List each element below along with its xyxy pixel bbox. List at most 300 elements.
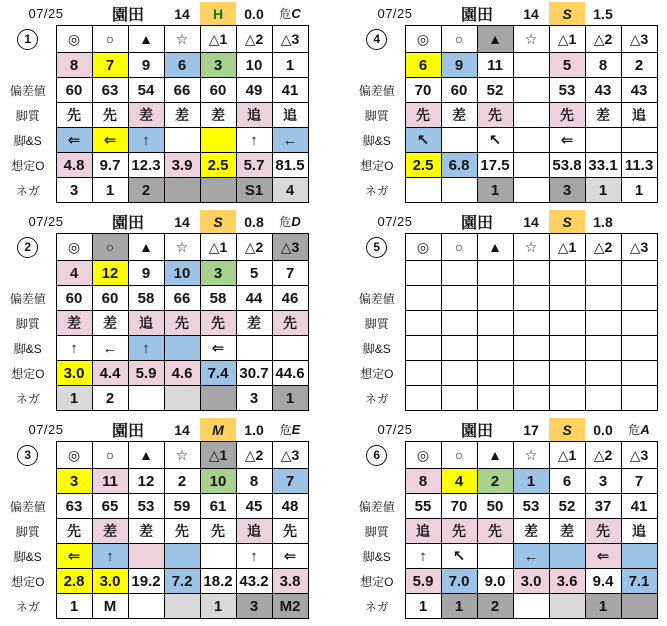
nega-cell bbox=[164, 594, 200, 619]
leg-s-arrow-cell: ← bbox=[513, 544, 549, 569]
expected-odds-cell: 30.7 bbox=[236, 361, 272, 386]
row-label-spacer bbox=[0, 53, 56, 78]
deviation-cell bbox=[477, 286, 513, 311]
deviation-cell: 43 bbox=[585, 78, 621, 103]
deviation-cell bbox=[621, 286, 657, 311]
running-style-cell bbox=[585, 311, 621, 336]
nega-cell bbox=[549, 594, 585, 619]
nega-cell: 2 bbox=[477, 594, 513, 619]
expected-odds-cell: 9.7 bbox=[92, 153, 128, 178]
mark-cell: ◎ bbox=[56, 26, 92, 53]
nega-cell: 4 bbox=[272, 178, 308, 203]
row-label-running-style: 脚質 bbox=[364, 108, 389, 123]
leg-s-arrow-cell: ← bbox=[92, 336, 128, 361]
deviation-cell: 41 bbox=[621, 494, 657, 519]
nega-cell bbox=[513, 594, 549, 619]
horse-number-cell: 5 bbox=[549, 53, 585, 78]
horse-number-cell: 9 bbox=[128, 53, 164, 78]
table-row bbox=[349, 311, 657, 336]
table-row bbox=[0, 494, 308, 519]
running-style-cell: 先 bbox=[92, 103, 128, 128]
danger-kanji: 危 bbox=[279, 7, 292, 21]
race-grid bbox=[349, 418, 658, 619]
nega-cell bbox=[164, 386, 200, 411]
table-number-badge: 3 bbox=[17, 445, 38, 466]
race-card-2 bbox=[0, 210, 318, 411]
row-label-deviation: 偏差値 bbox=[9, 83, 46, 98]
mark-cell: ◎ bbox=[56, 234, 92, 261]
table-row bbox=[0, 386, 308, 411]
mark-cell: ◎ bbox=[56, 442, 92, 469]
table-row bbox=[349, 178, 657, 203]
mark-cell: ☆ bbox=[513, 234, 549, 261]
table-row bbox=[349, 442, 657, 469]
running-style-cell: 差 bbox=[128, 519, 164, 544]
running-style-cell bbox=[477, 311, 513, 336]
running-style-cell: 差 bbox=[585, 103, 621, 128]
table-number-badge: 4 bbox=[366, 29, 387, 50]
danger-letter: D bbox=[291, 214, 301, 229]
table-row bbox=[0, 261, 308, 286]
table-row bbox=[349, 78, 657, 103]
race-header-row bbox=[349, 418, 657, 442]
deviation-cell: 45 bbox=[236, 494, 272, 519]
expected-odds-cell bbox=[549, 361, 585, 386]
running-style-cell: 先 bbox=[441, 519, 477, 544]
horse-number-cell: 10 bbox=[236, 53, 272, 78]
expected-odds-cell: 9.0 bbox=[477, 569, 513, 594]
running-style-cell: 差 bbox=[164, 103, 200, 128]
pace-figure: 0.8 bbox=[244, 213, 264, 230]
race-date: 07/25 bbox=[28, 214, 64, 229]
table-row bbox=[349, 234, 657, 261]
row-label-nega: ネガ bbox=[15, 599, 40, 614]
horse-number-cell: 2 bbox=[164, 469, 200, 494]
deviation-cell: 66 bbox=[164, 78, 200, 103]
leg-s-arrow-cell bbox=[585, 128, 621, 153]
mark-cell: ◎ bbox=[405, 234, 441, 261]
pace-indicator: M bbox=[200, 418, 236, 442]
leg-s-arrow-cell bbox=[585, 336, 621, 361]
deviation-cell: 43 bbox=[621, 78, 657, 103]
deviation-cell: 70 bbox=[405, 78, 441, 103]
row-label-running-style: 脚質 bbox=[364, 524, 389, 539]
mark-cell: △2 bbox=[585, 442, 621, 469]
leg-s-arrow-cell bbox=[405, 336, 441, 361]
expected-odds-cell bbox=[405, 361, 441, 386]
nega-cell bbox=[513, 178, 549, 203]
table-row bbox=[0, 469, 308, 494]
deviation-cell: 70 bbox=[441, 494, 477, 519]
row-label-running-style: 脚質 bbox=[15, 524, 40, 539]
expected-odds-cell bbox=[585, 361, 621, 386]
horse-number-cell: 8 bbox=[585, 53, 621, 78]
leg-s-arrow-cell: ⇐ bbox=[56, 128, 92, 153]
race-header-row bbox=[0, 2, 308, 26]
nega-cell: 3 bbox=[549, 178, 585, 203]
leg-s-arrow-cell: ↑ bbox=[236, 128, 272, 153]
mark-cell: △2 bbox=[585, 26, 621, 53]
table-row bbox=[0, 544, 308, 569]
expected-odds-cell: 7.4 bbox=[200, 361, 236, 386]
leg-s-arrow-cell: ⇐ bbox=[92, 128, 128, 153]
horse-number-cell: 3 bbox=[200, 261, 236, 286]
expected-odds-cell: 5.9 bbox=[128, 361, 164, 386]
expected-odds-cell: 53.8 bbox=[549, 153, 585, 178]
deviation-cell: 41 bbox=[272, 78, 308, 103]
leg-s-arrow-cell: ↖ bbox=[477, 128, 513, 153]
nega-cell: 1 bbox=[621, 178, 657, 203]
nega-cell: 1 bbox=[585, 594, 621, 619]
deviation-cell: 52 bbox=[549, 494, 585, 519]
horse-number-cell: 3 bbox=[585, 469, 621, 494]
horse-number-cell bbox=[585, 261, 621, 286]
row-label-nega: ネガ bbox=[364, 391, 389, 406]
running-style-cell: 差 bbox=[128, 103, 164, 128]
table-row bbox=[349, 544, 657, 569]
table-number bbox=[349, 442, 405, 469]
nega-cell bbox=[200, 178, 236, 203]
expected-odds-cell: 3.9 bbox=[164, 153, 200, 178]
race-grid bbox=[349, 210, 658, 411]
horse-number-cell: 10 bbox=[200, 469, 236, 494]
leg-s-arrow-cell: ↑ bbox=[128, 336, 164, 361]
expected-odds-cell: 19.2 bbox=[128, 569, 164, 594]
table-number-badge: 6 bbox=[366, 445, 387, 466]
horse-number-cell: 2 bbox=[477, 469, 513, 494]
leg-s-arrow-cell: ⇐ bbox=[585, 544, 621, 569]
table-row bbox=[349, 519, 657, 544]
running-style-cell: 先 bbox=[200, 519, 236, 544]
mark-cell: △2 bbox=[236, 442, 272, 469]
race-grid bbox=[349, 2, 658, 203]
race-grid bbox=[0, 418, 309, 619]
expected-odds-cell: 18.2 bbox=[200, 569, 236, 594]
leg-s-arrow-cell: ⇐ bbox=[549, 128, 585, 153]
leg-s-arrow-cell: ↑ bbox=[128, 128, 164, 153]
leg-s-arrow-cell bbox=[621, 128, 657, 153]
running-style-cell bbox=[513, 103, 549, 128]
venue-label: 園田 bbox=[111, 215, 144, 232]
mark-cell: △1 bbox=[200, 26, 236, 53]
table-row bbox=[349, 53, 657, 78]
deviation-cell: 63 bbox=[56, 494, 92, 519]
leg-s-arrow-cell: ↑ bbox=[56, 336, 92, 361]
leg-s-arrow-cell bbox=[164, 336, 200, 361]
running-style-cell: 差 bbox=[549, 519, 585, 544]
horse-number-cell: 3 bbox=[200, 53, 236, 78]
leg-s-arrow-cell bbox=[441, 128, 477, 153]
row-label-expected-odds: 想定O bbox=[360, 158, 394, 173]
running-style-cell: 差 bbox=[56, 311, 92, 336]
table-row bbox=[0, 286, 308, 311]
running-style-cell: 差 bbox=[236, 311, 272, 336]
table-number bbox=[0, 234, 56, 261]
expected-odds-cell: 3.0 bbox=[56, 361, 92, 386]
expected-odds-cell: 33.1 bbox=[585, 153, 621, 178]
danger-grade bbox=[621, 2, 657, 26]
leg-s-arrow-cell bbox=[236, 336, 272, 361]
mark-cell: ▲ bbox=[128, 234, 164, 261]
horse-number-cell: 4 bbox=[56, 261, 92, 286]
mark-cell: ▲ bbox=[477, 26, 513, 53]
race-card-4 bbox=[349, 2, 667, 203]
row-label-running-style: 脚質 bbox=[15, 316, 40, 331]
row-label-spacer bbox=[349, 469, 405, 494]
running-style-cell: 追 bbox=[621, 519, 657, 544]
table-row bbox=[349, 594, 657, 619]
horse-number-cell: 7 bbox=[272, 261, 308, 286]
mark-cell: △1 bbox=[549, 234, 585, 261]
mark-cell: ○ bbox=[441, 26, 477, 53]
nega-cell bbox=[200, 386, 236, 411]
danger-kanji: 危 bbox=[279, 215, 292, 229]
danger-kanji: 危 bbox=[628, 423, 641, 437]
venue-label: 園田 bbox=[111, 7, 144, 24]
mark-cell: ○ bbox=[92, 442, 128, 469]
expected-odds-cell: 4.6 bbox=[164, 361, 200, 386]
deviation-cell: 66 bbox=[164, 286, 200, 311]
race-number: 17 bbox=[523, 421, 539, 438]
table-row bbox=[0, 569, 308, 594]
mark-cell: ◎ bbox=[405, 26, 441, 53]
row-label-deviation: 偏差値 bbox=[358, 291, 395, 306]
horse-number-cell bbox=[405, 261, 441, 286]
row-label-expected-odds: 想定O bbox=[11, 158, 45, 173]
deviation-cell: 58 bbox=[200, 286, 236, 311]
horse-number-cell: 8 bbox=[56, 53, 92, 78]
deviation-cell: 53 bbox=[128, 494, 164, 519]
horse-number-cell: 1 bbox=[272, 53, 308, 78]
leg-s-arrow-cell bbox=[477, 544, 513, 569]
horse-number-cell: 9 bbox=[128, 261, 164, 286]
race-header-row bbox=[0, 210, 308, 234]
mark-cell: ☆ bbox=[513, 26, 549, 53]
race-number: 14 bbox=[174, 421, 190, 438]
nega-cell: 1 bbox=[477, 178, 513, 203]
running-style-cell: 差 bbox=[441, 103, 477, 128]
row-label-deviation: 偏差値 bbox=[9, 291, 46, 306]
expected-odds-cell: 12.3 bbox=[128, 153, 164, 178]
table-row bbox=[0, 361, 308, 386]
deviation-cell: 52 bbox=[477, 78, 513, 103]
running-style-cell: 追 bbox=[405, 519, 441, 544]
nega-cell bbox=[621, 594, 657, 619]
running-style-cell: 先 bbox=[272, 311, 308, 336]
deviation-cell bbox=[549, 286, 585, 311]
row-label-running-style: 脚質 bbox=[364, 316, 389, 331]
table-row bbox=[0, 178, 308, 203]
horse-number-cell: 5 bbox=[236, 261, 272, 286]
table-row bbox=[349, 569, 657, 594]
mark-cell: △2 bbox=[585, 234, 621, 261]
leg-s-arrow-cell bbox=[621, 336, 657, 361]
running-style-cell: 追 bbox=[621, 103, 657, 128]
expected-odds-cell: 4.4 bbox=[92, 361, 128, 386]
leg-s-arrow-cell bbox=[441, 336, 477, 361]
nega-cell bbox=[128, 386, 164, 411]
running-style-cell bbox=[549, 311, 585, 336]
race-card-6 bbox=[349, 418, 667, 619]
mark-cell: ○ bbox=[92, 26, 128, 53]
leg-s-arrow-cell bbox=[549, 544, 585, 569]
leg-s-arrow-cell: ↑ bbox=[236, 544, 272, 569]
leg-s-arrow-cell: ⇐ bbox=[200, 336, 236, 361]
leg-s-arrow-cell: ↑ bbox=[92, 544, 128, 569]
danger-grade bbox=[272, 2, 308, 26]
race-number: 14 bbox=[523, 5, 539, 22]
expected-odds-cell: 81.5 bbox=[272, 153, 308, 178]
horse-number-cell bbox=[621, 261, 657, 286]
expected-odds-cell: 5.7 bbox=[236, 153, 272, 178]
nega-cell: 2 bbox=[92, 386, 128, 411]
deviation-cell: 48 bbox=[272, 494, 308, 519]
deviation-cell: 59 bbox=[164, 494, 200, 519]
nega-cell: S1 bbox=[236, 178, 272, 203]
leg-s-arrow-cell bbox=[200, 128, 236, 153]
row-label-leg-s: 脚&S bbox=[13, 341, 42, 356]
race-number: 14 bbox=[523, 213, 539, 230]
deviation-cell: 63 bbox=[92, 78, 128, 103]
mark-cell: △1 bbox=[200, 234, 236, 261]
venue-label: 園田 bbox=[460, 7, 493, 24]
row-label-leg-s: 脚&S bbox=[362, 133, 391, 148]
horse-number-cell: 10 bbox=[164, 261, 200, 286]
nega-cell: 1 bbox=[585, 178, 621, 203]
horse-number-cell: 8 bbox=[236, 469, 272, 494]
pace-indicator: S bbox=[549, 2, 585, 26]
leg-s-arrow-cell: ← bbox=[272, 128, 308, 153]
deviation-cell bbox=[513, 78, 549, 103]
expected-odds-cell: 9.4 bbox=[585, 569, 621, 594]
mark-cell: △1 bbox=[549, 442, 585, 469]
deviation-cell bbox=[513, 286, 549, 311]
horse-number-cell bbox=[477, 261, 513, 286]
mark-cell: ▲ bbox=[128, 26, 164, 53]
nega-cell: 3 bbox=[236, 386, 272, 411]
nega-cell: 1 bbox=[441, 594, 477, 619]
nega-cell bbox=[441, 178, 477, 203]
horse-number-cell bbox=[441, 261, 477, 286]
nega-cell bbox=[164, 178, 200, 203]
running-style-cell: 先 bbox=[56, 103, 92, 128]
deviation-cell: 61 bbox=[200, 494, 236, 519]
nega-cell bbox=[441, 386, 477, 411]
horse-number-cell bbox=[513, 53, 549, 78]
row-label-leg-s: 脚&S bbox=[362, 341, 391, 356]
running-style-cell: 先 bbox=[477, 103, 513, 128]
leg-s-arrow-cell: ⇐ bbox=[272, 544, 308, 569]
nega-cell bbox=[513, 386, 549, 411]
table-number-badge: 1 bbox=[17, 29, 38, 50]
mark-cell: △3 bbox=[621, 26, 657, 53]
race-number: 14 bbox=[174, 5, 190, 22]
mark-cell: △3 bbox=[621, 442, 657, 469]
race-date: 07/25 bbox=[28, 422, 64, 437]
table-row bbox=[349, 153, 657, 178]
expected-odds-cell: 3.0 bbox=[513, 569, 549, 594]
running-style-cell: 先 bbox=[272, 519, 308, 544]
deviation-cell: 60 bbox=[56, 286, 92, 311]
running-style-cell: 差 bbox=[200, 103, 236, 128]
horse-number-cell: 3 bbox=[56, 469, 92, 494]
leg-s-arrow-cell: ↖ bbox=[405, 128, 441, 153]
race-card-1 bbox=[0, 2, 318, 203]
mark-cell: ☆ bbox=[164, 26, 200, 53]
leg-s-arrow-cell bbox=[513, 128, 549, 153]
expected-odds-cell: 7.2 bbox=[164, 569, 200, 594]
table-row bbox=[0, 311, 308, 336]
mark-cell: ○ bbox=[441, 442, 477, 469]
nega-cell bbox=[549, 386, 585, 411]
nega-cell bbox=[585, 386, 621, 411]
row-label-nega: ネガ bbox=[15, 183, 40, 198]
nega-cell: 1 bbox=[92, 178, 128, 203]
leg-s-arrow-cell bbox=[200, 544, 236, 569]
leg-s-arrow-cell bbox=[164, 544, 200, 569]
expected-odds-cell bbox=[441, 361, 477, 386]
mark-cell: △3 bbox=[272, 234, 308, 261]
horse-number-cell bbox=[513, 261, 549, 286]
mark-cell: △2 bbox=[236, 26, 272, 53]
leg-s-arrow-cell: ↖ bbox=[441, 544, 477, 569]
row-label-running-style: 脚質 bbox=[15, 108, 40, 123]
running-style-cell: 追 bbox=[128, 311, 164, 336]
nega-cell bbox=[477, 386, 513, 411]
leg-s-arrow-cell bbox=[128, 544, 164, 569]
race-grid bbox=[0, 210, 309, 411]
table-row bbox=[0, 128, 308, 153]
table-row bbox=[349, 128, 657, 153]
race-card-5 bbox=[349, 210, 667, 411]
race-date: 07/25 bbox=[377, 214, 413, 229]
table-number-badge: 5 bbox=[366, 237, 387, 258]
mark-cell: ▲ bbox=[477, 442, 513, 469]
horse-number-cell: 6 bbox=[164, 53, 200, 78]
nega-cell: M2 bbox=[272, 594, 308, 619]
table-row bbox=[0, 53, 308, 78]
row-label-spacer bbox=[349, 261, 405, 286]
table-number bbox=[0, 26, 56, 53]
expected-odds-cell: 17.5 bbox=[477, 153, 513, 178]
running-style-cell: 先 bbox=[405, 103, 441, 128]
leg-s-arrow-cell bbox=[621, 544, 657, 569]
running-style-cell: 差 bbox=[92, 311, 128, 336]
running-style-cell: 追 bbox=[236, 103, 272, 128]
row-label-spacer bbox=[349, 53, 405, 78]
deviation-cell: 65 bbox=[92, 494, 128, 519]
venue-label: 園田 bbox=[460, 423, 493, 440]
mark-cell: △1 bbox=[549, 26, 585, 53]
running-style-cell: 先 bbox=[585, 519, 621, 544]
deviation-cell: 55 bbox=[405, 494, 441, 519]
nega-cell: 3 bbox=[236, 594, 272, 619]
expected-odds-cell: 2.5 bbox=[200, 153, 236, 178]
row-label-expected-odds: 想定O bbox=[11, 366, 45, 381]
mark-cell: △3 bbox=[621, 234, 657, 261]
row-label-expected-odds: 想定O bbox=[360, 574, 394, 589]
deviation-cell: 58 bbox=[128, 286, 164, 311]
deviation-cell: 53 bbox=[549, 78, 585, 103]
deviation-cell: 60 bbox=[441, 78, 477, 103]
deviation-cell bbox=[405, 286, 441, 311]
mark-cell: ☆ bbox=[164, 442, 200, 469]
running-style-cell: 先 bbox=[549, 103, 585, 128]
running-style-cell: 先 bbox=[56, 519, 92, 544]
table-row bbox=[349, 494, 657, 519]
table-row bbox=[349, 469, 657, 494]
pace-figure: 1.5 bbox=[593, 5, 613, 22]
